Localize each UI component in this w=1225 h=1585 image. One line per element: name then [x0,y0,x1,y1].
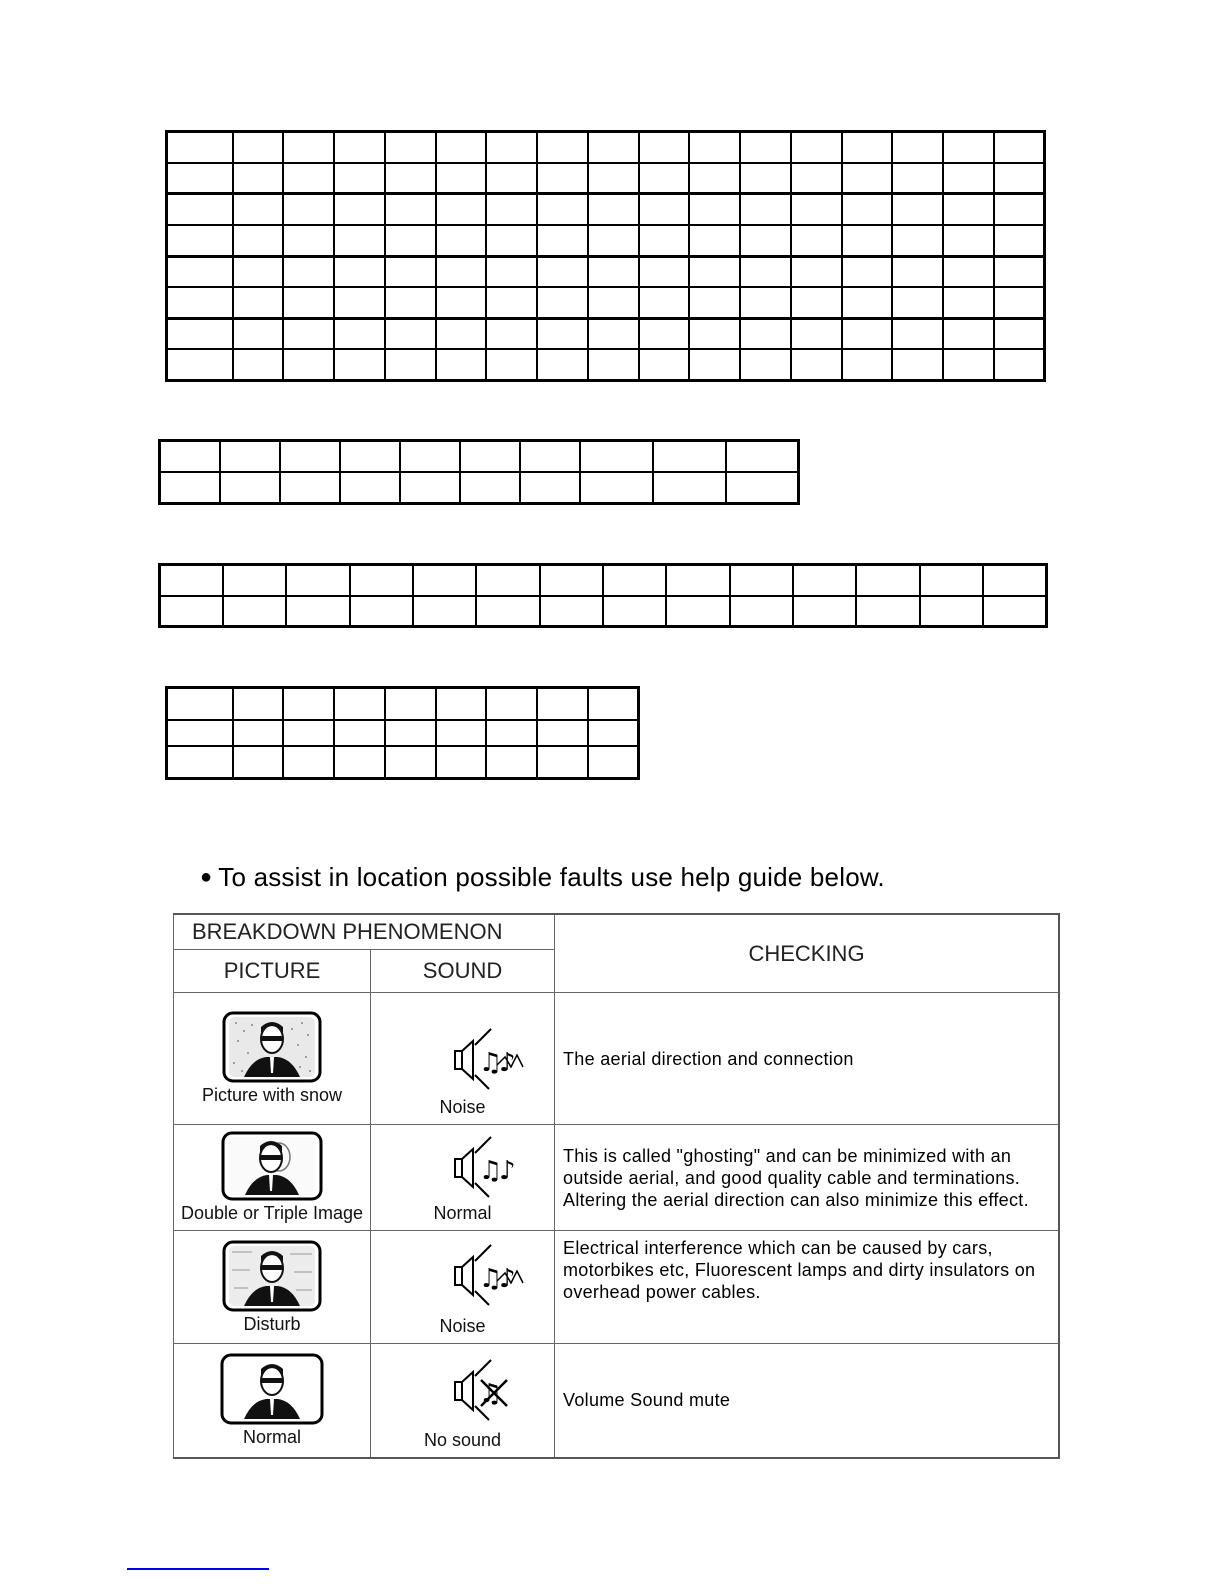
table-row [167,225,1045,256]
table-row [160,596,1047,627]
tv-disturb-icon [222,1240,322,1312]
svg-text:♫: ♫ [479,1048,503,1078]
speaker-mute-icon [451,1352,531,1428]
sound-cell [371,993,555,1125]
picture-cell [174,1125,371,1231]
svg-text:♪: ♪ [499,1156,516,1186]
svg-text:♫: ♫ [479,1264,503,1294]
table-row [167,746,639,779]
sound-caption: Normal [433,1203,492,1223]
picture-header: PICTURE [174,950,371,993]
table-row [167,688,639,721]
table-row [167,132,1045,163]
sound-caption: Noise [439,1097,486,1117]
bullet-icon: ● [200,866,213,888]
checking-cell: This is called "ghosting" and can be minimized with an outside aerial, and good quality cable and terminations. Altering the aerial direction can also minimize this effect. [555,1125,1059,1231]
table-row [167,318,1045,349]
picture-caption: Normal [242,1426,301,1447]
empty-grid-table-1 [165,130,1046,382]
checking-header: CHECKING [555,914,1059,993]
sound-cell [371,1125,555,1231]
svg-text:♪: ♪ [499,1048,516,1078]
svg-text:♪: ♪ [499,1264,516,1294]
empty-grid-table-4 [165,686,640,780]
picture-caption: Double or Triple Image [180,1203,364,1223]
speaker-noise-icon [451,1237,531,1313]
checking-cell: Volume Sound mute [555,1344,1059,1458]
picture-caption: Picture with snow [201,1085,343,1105]
breakdown-phenomenon-header: BREAKDOWN PHENOMENON [174,914,555,950]
checking-cell: Electrical interference which can be caused by cars, motorbikes etc, Fluorescent lamps and dirty insulators on overhead power cables. [555,1231,1059,1344]
table-row [160,441,799,473]
sound-header: SOUND [371,950,555,993]
troubleshooting-table [173,913,1060,1459]
table-header-row [174,914,1060,950]
speaker-normal-icon [451,1129,531,1205]
picture-caption: Disturb [243,1313,301,1334]
empty-grid-table-3 [158,563,1048,628]
table-row [167,194,1045,225]
sound-caption: No sound [423,1429,502,1450]
empty-grid-table-2 [158,439,800,505]
guide-title [200,862,885,893]
svg-text:♫: ♫ [479,1156,503,1186]
tv-ghost-icon [221,1131,323,1201]
table-row [174,1231,1060,1344]
table-row [174,993,1060,1125]
sound-caption: Noise [439,1316,486,1336]
table-row [167,256,1045,287]
guide-title-text: To assist in location possible faults use help guide below. [218,862,885,892]
tv-normal-icon [220,1353,324,1425]
picture-cell [174,1231,371,1344]
table-row [174,1125,1060,1231]
footer-link-underline[interactable] [127,1568,269,1570]
picture-cell [174,993,371,1125]
sound-cell [371,1231,555,1344]
picture-cell [174,1344,371,1458]
svg-text:♫: ♫ [479,1379,503,1409]
checking-cell: The aerial direction and connection [555,993,1059,1125]
tv-snow-icon [222,1011,322,1083]
sound-cell [371,1344,555,1458]
table-row [167,720,639,746]
speaker-noise-icon [451,1021,531,1097]
table-row [167,287,1045,318]
table-row [160,472,799,504]
table-row [174,1344,1060,1458]
table-row [167,163,1045,194]
table-row [167,349,1045,380]
table-row [160,565,1047,596]
